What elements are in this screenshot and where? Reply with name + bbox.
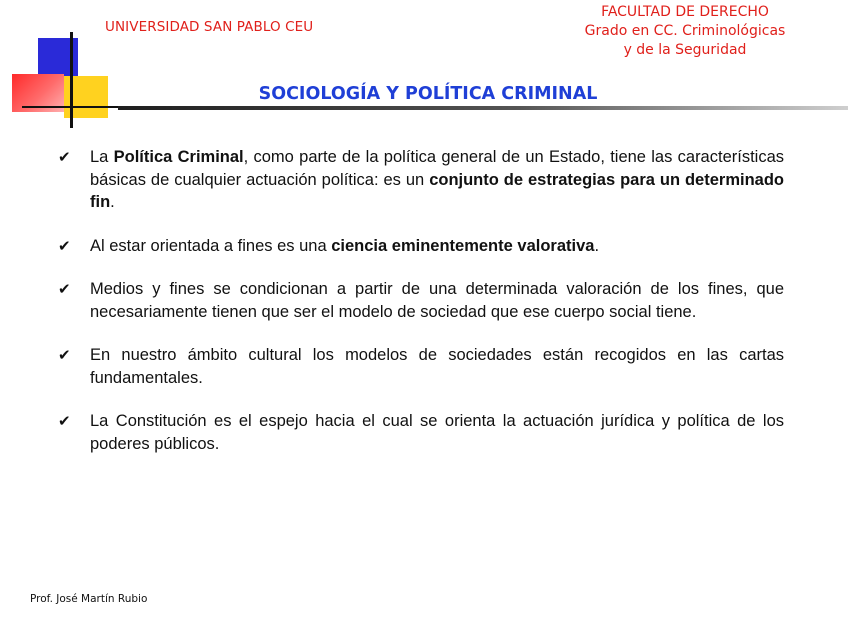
bold-term: Política Criminal <box>113 148 244 166</box>
university-logo <box>0 0 120 130</box>
list-item <box>58 146 784 214</box>
bullet-list <box>58 146 784 476</box>
degree-line-2: y de la Seguridad <box>623 42 747 58</box>
logo-vertical-line <box>70 32 73 128</box>
text-segment: , como parte de la política general de un Estado, tiene las características básicas de cualquier actuación política: es un <box>90 148 785 189</box>
checkmark-icon: ✔ <box>58 149 71 166</box>
checkmark-icon: ✔ <box>58 237 71 255</box>
list-item <box>58 410 784 455</box>
text-segment: La Constitución es el espejo hacia el cual se orienta la actuación jurídica y política de los poderes públicos. <box>90 412 784 453</box>
header-divider <box>118 106 848 110</box>
bullet-text <box>90 410 784 455</box>
text-segment: . <box>594 236 600 255</box>
degree-line: Grado en CC. Criminológicas <box>584 23 786 39</box>
text-segment: . <box>110 193 115 211</box>
bold-term: ciencia eminentemente valorativa <box>331 236 595 255</box>
bullet-text <box>90 278 784 323</box>
faculty-block <box>540 3 830 60</box>
checkmark-icon: ✔ <box>58 413 71 430</box>
checkmark-icon: ✔ <box>58 347 71 364</box>
text-segment: La <box>90 148 114 166</box>
text-segment: Al estar orientada a fines es una <box>90 236 332 255</box>
list-item <box>58 344 784 389</box>
list-item <box>58 235 784 258</box>
bullet-text <box>90 235 784 258</box>
list-item <box>58 278 784 323</box>
footer-author: Prof. José Martín Rubio <box>30 593 148 605</box>
university-name: UNIVERSIDAD SAN PABLO CEU <box>105 19 314 35</box>
slide-title: SOCIOLOGÍA Y POLÍTICA CRIMINAL <box>258 84 598 104</box>
bullet-text <box>90 344 784 389</box>
checkmark-icon: ✔ <box>58 281 71 298</box>
text-segment: Medios y fines se condicionan a partir de una determinada valoración de los fines, que necesariamente tienen que ser el modelo de sociedad que ese cuerpo social tiene. <box>90 280 784 321</box>
bold-term: conjunto de estrategias para un determinado fin <box>90 170 784 211</box>
logo-horizontal-line <box>22 106 120 108</box>
bullet-text <box>90 146 784 214</box>
text-segment: En nuestro ámbito cultural los modelos de sociedades están recogidos en las cartas fundamentales. <box>90 346 784 387</box>
faculty-line: FACULTAD DE DERECHO <box>601 4 769 20</box>
